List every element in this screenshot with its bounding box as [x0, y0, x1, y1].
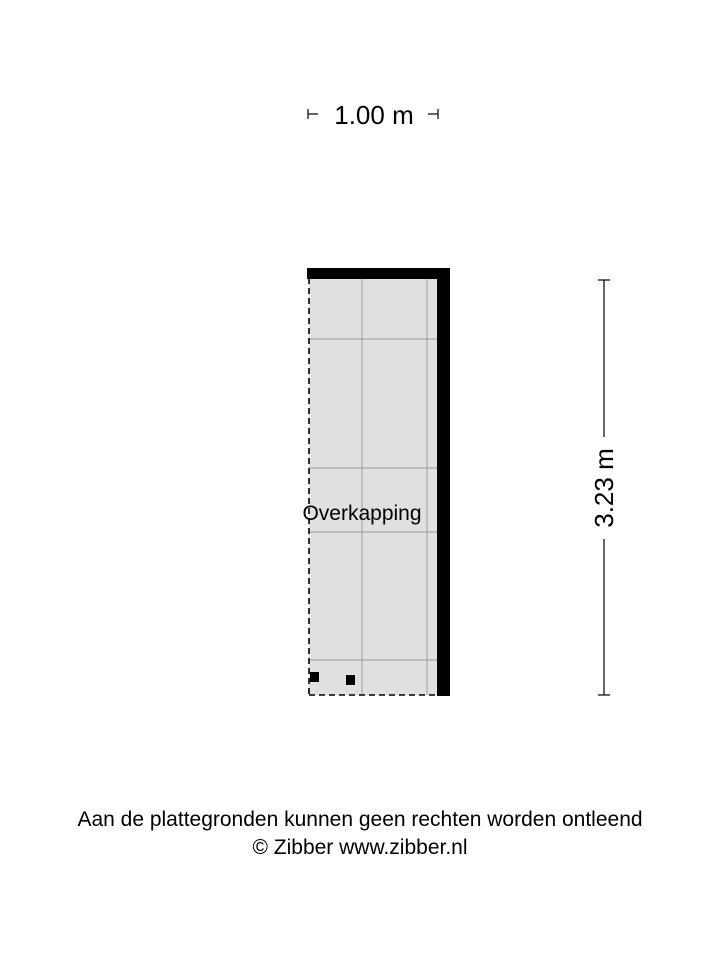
- disclaimer-text: Aan de plattegronden kunnen geen rechten worden ontleend: [77, 808, 643, 831]
- room-label: Overkapping: [302, 502, 422, 525]
- height-dimension: [589, 280, 619, 695]
- width-dimension: [308, 100, 438, 130]
- wall-top: [307, 268, 450, 279]
- width-dimension-label: 1.00 m: [334, 100, 414, 130]
- support-post: [346, 675, 355, 685]
- floor-area: [309, 278, 441, 695]
- height-dimension-label: 3.23 m: [589, 448, 619, 528]
- wall-right: [437, 268, 450, 696]
- support-post: [310, 672, 319, 682]
- copyright-text: © Zibber www.zibber.nl: [252, 836, 468, 859]
